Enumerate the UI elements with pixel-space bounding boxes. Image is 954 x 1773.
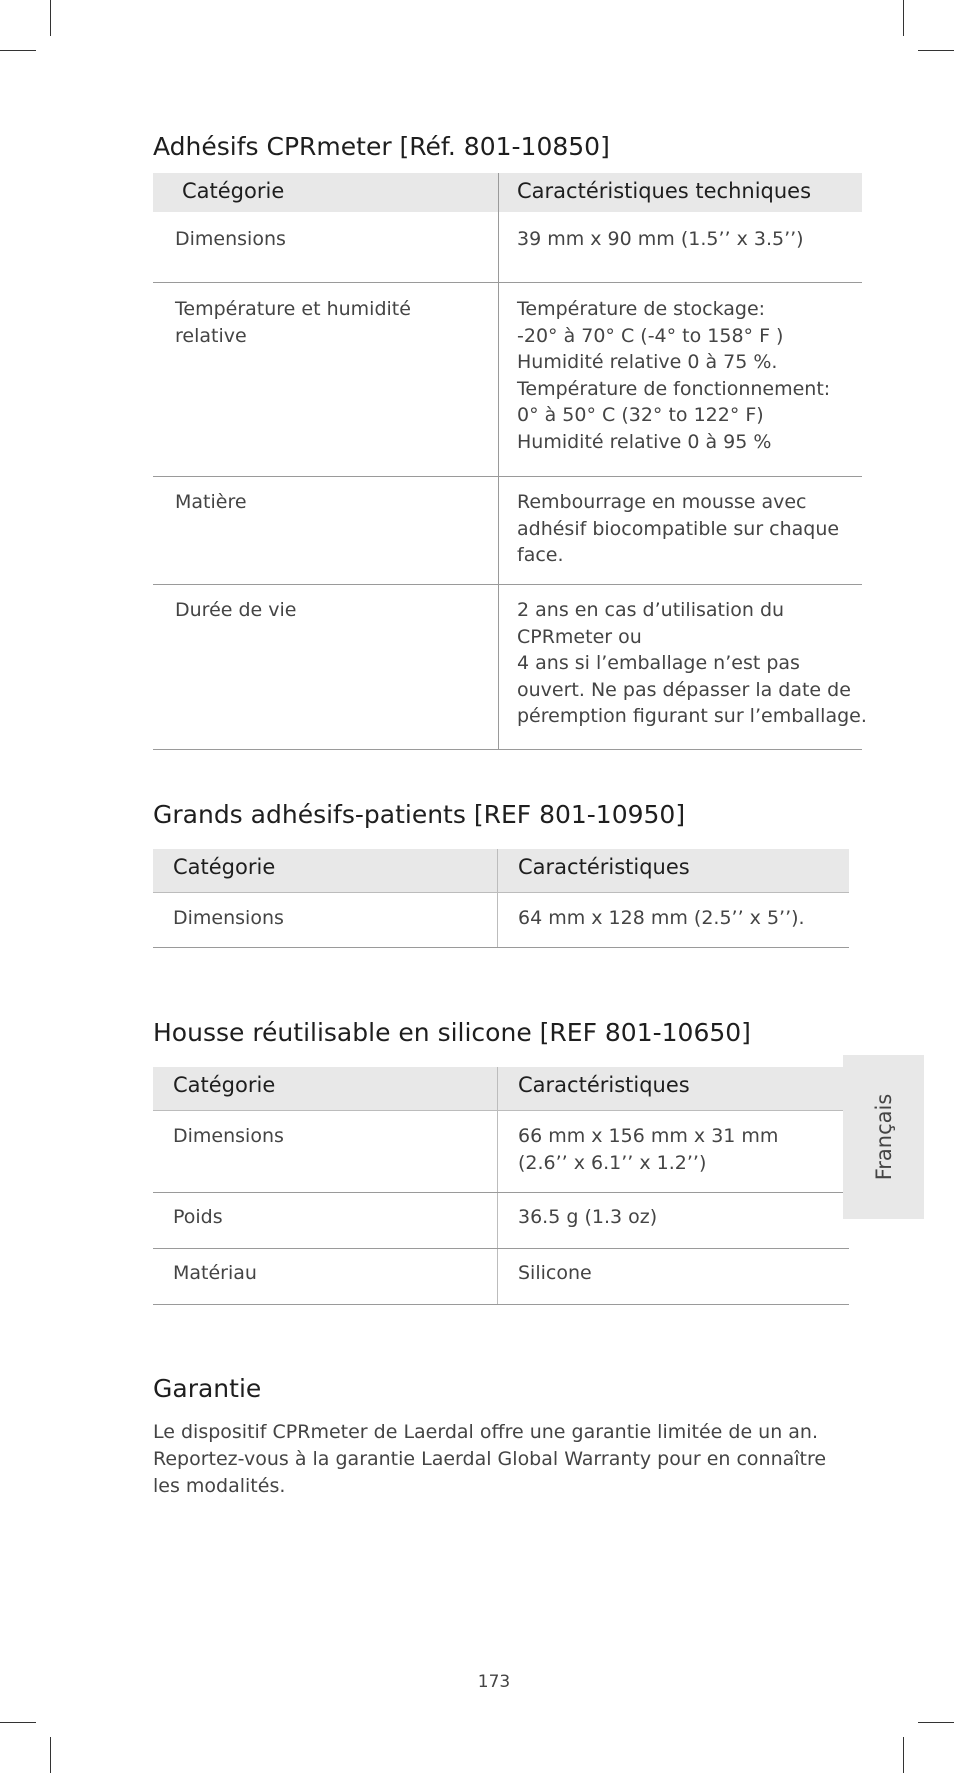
crop-mark bbox=[918, 1722, 954, 1723]
table-row bbox=[153, 212, 862, 283]
section-title-cprmeter-adhesives: Adhésifs CPRmeter [Réf. 801-10850] bbox=[153, 132, 610, 161]
section-title-warranty: Garantie bbox=[153, 1374, 262, 1403]
column-header-category: Catégorie bbox=[153, 849, 498, 893]
category-cell: Durée de vie bbox=[153, 585, 499, 750]
column-header-specifications: Caractéristiques bbox=[498, 1067, 850, 1111]
spec-table-cprmeter-adhesives bbox=[153, 173, 867, 750]
value-cell: 2 ans en cas d’utilisation du CPRmeter ou 4 ans si l’emballage n’est pas ouvert. Ne pas dépasser la date de péremption figurant sur l’emballage. bbox=[499, 585, 863, 750]
warranty-paragraph: Le dispositif CPRmeter de Laerdal offre une garantie limitée de un an. Reportez-vous à la garantie Laerdal Global Warranty pour en connaître les modalités. bbox=[153, 1421, 827, 1497]
table-row bbox=[153, 1111, 849, 1193]
category-cell: Température et humidité relative bbox=[153, 283, 499, 477]
value-cell: 64 mm x 128 mm (2.5’’ x 5’’). bbox=[498, 893, 850, 948]
value-cell: 36.5 g (1.3 oz) bbox=[498, 1193, 850, 1249]
column-header-category: Catégorie bbox=[153, 1067, 498, 1111]
crop-mark bbox=[50, 0, 51, 36]
table-row bbox=[153, 283, 862, 477]
table-row bbox=[153, 585, 862, 750]
category-cell: Poids bbox=[153, 1193, 498, 1249]
section-title-silicone-cover: Housse réutilisable en silicone [REF 801-10650] bbox=[153, 1018, 751, 1047]
page-number: 173 bbox=[477, 1672, 511, 1692]
value-cell: 39 mm x 90 mm (1.5’’ x 3.5’’) bbox=[499, 212, 863, 283]
column-header-category: Catégorie bbox=[153, 173, 499, 212]
crop-mark bbox=[903, 0, 904, 36]
crop-mark bbox=[903, 1737, 904, 1773]
category-cell: Dimensions bbox=[153, 1111, 498, 1193]
language-tab bbox=[843, 1055, 924, 1219]
column-header-specifications: Caractéristiques techniques bbox=[499, 173, 863, 212]
column-header-specifications: Caractéristiques bbox=[498, 849, 850, 893]
spec-table-large-patient-adhesives bbox=[153, 849, 849, 948]
crop-mark bbox=[50, 1737, 51, 1773]
language-tab-label: Français bbox=[871, 1093, 896, 1181]
spec-table-silicone-cover bbox=[153, 1067, 849, 1305]
table-row bbox=[153, 893, 849, 948]
value-cell: Rembourrage en mousse avec adhésif biocompatible sur chaque face. bbox=[499, 477, 863, 585]
category-cell: Dimensions bbox=[153, 212, 499, 283]
value-cell: Température de stockage: -20° à 70° C (-4° to 158° F ) Humidité relative 0 à 75 %. Température de fonctionnement: 0° à 50° C (32° to 122° F) Humidité relative 0 à 95 % bbox=[499, 283, 863, 477]
category-cell: Matière bbox=[153, 477, 499, 585]
value-cell: 66 mm x 156 mm x 31 mm (2.6’’ x 6.1’’ x 1.2’’) bbox=[498, 1111, 850, 1193]
category-cell: Matériau bbox=[153, 1249, 498, 1305]
crop-mark bbox=[0, 50, 36, 51]
category-cell: Dimensions bbox=[153, 893, 498, 948]
value-cell: Silicone bbox=[498, 1249, 850, 1305]
table-row bbox=[153, 1249, 849, 1305]
table-row bbox=[153, 477, 862, 585]
table-row bbox=[153, 1193, 849, 1249]
crop-mark bbox=[918, 50, 954, 51]
section-title-large-patient-adhesives: Grands adhésifs-patients [REF 801-10950] bbox=[153, 800, 686, 829]
crop-mark bbox=[0, 1722, 36, 1723]
